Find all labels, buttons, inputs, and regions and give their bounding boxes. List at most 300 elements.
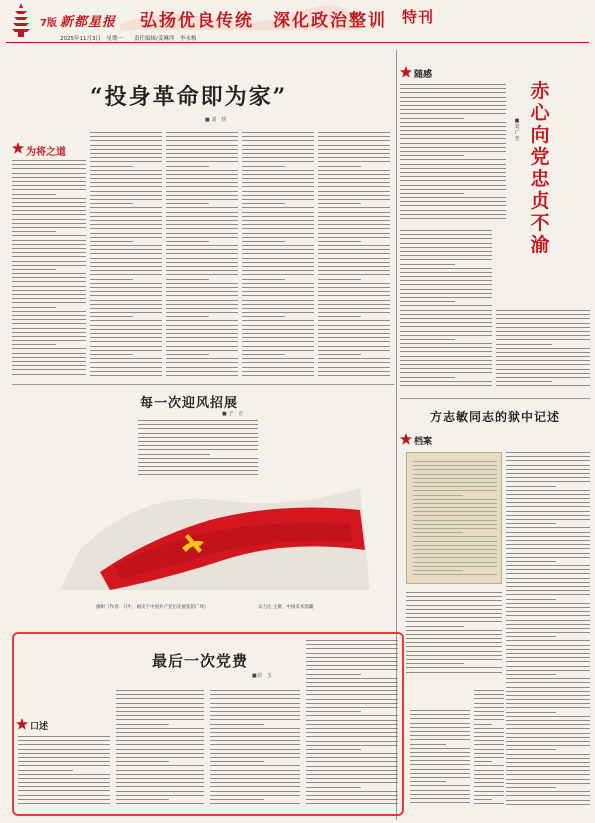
- text-line: [166, 320, 238, 321]
- text-line: [413, 515, 497, 516]
- text-line: [242, 312, 314, 313]
- text-line: [12, 344, 56, 345]
- text-line: [18, 753, 110, 754]
- text-line: [242, 325, 314, 326]
- text-line: [318, 320, 390, 321]
- text-line: [400, 214, 506, 215]
- text-line: [242, 304, 314, 305]
- text-line: [210, 694, 300, 695]
- text-line: [318, 178, 390, 179]
- text-line: [90, 220, 162, 221]
- text-line: [90, 300, 162, 301]
- text-line: [496, 369, 590, 370]
- text-line: [138, 428, 258, 429]
- text-line: [318, 182, 390, 183]
- text-line: [506, 569, 590, 570]
- text-line: [400, 143, 506, 144]
- text-line: [116, 799, 169, 800]
- text-line: [406, 592, 502, 593]
- text-line: [413, 520, 497, 521]
- text-line: [242, 216, 314, 217]
- text-line: [242, 316, 285, 317]
- text-line: [306, 661, 398, 662]
- text-line: [410, 769, 470, 770]
- text-line: [242, 354, 285, 355]
- text-line: [242, 295, 314, 296]
- text-line: [90, 170, 162, 171]
- text-line: [116, 711, 204, 712]
- text-line: [506, 548, 590, 549]
- text-line: [400, 264, 455, 265]
- text-line: [12, 311, 86, 312]
- text-line: [318, 249, 390, 250]
- side-text-mid-1: [400, 230, 492, 390]
- text-line: [166, 341, 238, 342]
- text-line: [166, 362, 238, 363]
- text-line: [210, 690, 300, 691]
- text-line: [116, 782, 204, 783]
- text-line: [166, 191, 238, 192]
- text-line: [318, 258, 390, 259]
- text-line: [242, 166, 285, 167]
- text-line: [166, 274, 238, 275]
- text-line: [506, 758, 590, 759]
- manuscript-writing: [413, 461, 497, 579]
- text-line: [410, 777, 470, 778]
- text-line: [506, 687, 590, 688]
- text-line: [400, 92, 506, 93]
- text-line: [400, 356, 492, 357]
- text-line: [12, 206, 86, 207]
- text-line: [90, 140, 162, 141]
- text-line: [138, 454, 210, 455]
- party-flag-image: [60, 480, 370, 590]
- text-line: [506, 620, 590, 621]
- text-line: [12, 374, 86, 375]
- text-line: [400, 360, 492, 361]
- text-line: [210, 803, 300, 804]
- text-line: [506, 804, 590, 805]
- text-line: [506, 707, 590, 708]
- text-line: [413, 566, 497, 567]
- text-line: [318, 253, 390, 254]
- text-line: [116, 803, 204, 804]
- text-line: [410, 785, 470, 786]
- text-line: [242, 270, 314, 271]
- masthead: [0, 0, 595, 40]
- text-line: [138, 462, 258, 463]
- text-line: [12, 223, 86, 224]
- text-line: [12, 244, 86, 245]
- text-line: [400, 385, 492, 386]
- text-line: [12, 240, 86, 241]
- text-line: [406, 626, 464, 627]
- text-line: [116, 707, 204, 708]
- text-line: [242, 178, 314, 179]
- text-line: [242, 157, 314, 158]
- text-line: [166, 249, 238, 250]
- text-line: [306, 753, 398, 754]
- text-line: [410, 802, 470, 803]
- text-line: [210, 786, 300, 787]
- text-line: [12, 332, 86, 333]
- text-line: [474, 724, 492, 725]
- text-line: [18, 761, 110, 762]
- text-line: [210, 703, 300, 704]
- text-line: [318, 295, 390, 296]
- text-line: [506, 465, 590, 466]
- text-line: [318, 262, 390, 263]
- last-text-col-1: [18, 736, 110, 810]
- text-line: [306, 648, 398, 649]
- text-line: [318, 212, 390, 213]
- text-line: [242, 253, 314, 254]
- text-line: [413, 478, 497, 479]
- main-text-col-4: [242, 132, 314, 380]
- text-line: [166, 140, 238, 141]
- fang-rule: [400, 398, 590, 399]
- text-line: [90, 145, 162, 146]
- text-line: [90, 186, 162, 187]
- page-number: 7版: [40, 18, 57, 29]
- text-line: [166, 212, 238, 213]
- text-line: [12, 189, 86, 190]
- text-line: [318, 346, 390, 347]
- text-line: [166, 262, 238, 263]
- text-line: [406, 600, 502, 601]
- text-line: [506, 749, 556, 750]
- text-line: [318, 266, 390, 267]
- text-line: [318, 304, 390, 305]
- poem-title: 每一次迎风招展: [140, 396, 239, 411]
- text-line: [406, 634, 502, 635]
- text-line: [242, 182, 314, 183]
- text-line: [400, 164, 506, 165]
- text-line: [400, 205, 506, 206]
- text-line: [166, 329, 238, 330]
- text-line: [242, 224, 314, 225]
- text-line: [400, 189, 506, 190]
- text-line: [413, 549, 497, 550]
- text-line: [242, 283, 314, 284]
- text-line: [242, 220, 314, 221]
- text-line: [90, 337, 162, 338]
- text-line: [318, 341, 390, 342]
- text-line: [318, 371, 390, 372]
- text-line: [242, 161, 314, 162]
- text-line: [242, 262, 314, 263]
- text-line: [400, 255, 492, 256]
- text-line: [306, 787, 361, 788]
- text-line: [90, 270, 162, 271]
- text-line: [166, 224, 238, 225]
- text-line: [474, 795, 504, 796]
- text-line: [166, 157, 238, 158]
- text-line: [400, 113, 506, 114]
- text-line: [474, 736, 504, 737]
- text-line: [90, 224, 162, 225]
- text-line: [166, 220, 238, 221]
- text-line: [116, 774, 204, 775]
- text-line: [506, 603, 590, 604]
- star-icon: [16, 718, 28, 730]
- text-line: [90, 371, 162, 372]
- text-line: [306, 665, 398, 666]
- masthead-rule: [6, 42, 589, 43]
- text-line: [166, 291, 238, 292]
- text-line: [116, 791, 204, 792]
- text-line: [410, 760, 470, 761]
- text-line: [166, 316, 209, 317]
- text-line: [12, 357, 86, 358]
- text-line: [318, 300, 390, 301]
- text-line: [306, 791, 398, 792]
- text-line: [166, 170, 238, 171]
- text-line: [410, 794, 470, 795]
- text-line: [318, 199, 390, 200]
- text-line: [12, 173, 86, 174]
- text-line: [413, 532, 463, 533]
- vertical-title-text: 赤心向党 忠贞不渝: [530, 80, 569, 256]
- text-line: [90, 350, 162, 351]
- text-line: [474, 703, 504, 704]
- text-line: [474, 753, 504, 754]
- text-line: [210, 707, 300, 708]
- text-line: [166, 295, 238, 296]
- text-line: [90, 157, 162, 158]
- text-line: [210, 715, 300, 716]
- text-line: [306, 724, 398, 725]
- text-line: [496, 381, 552, 382]
- text-line: [242, 258, 314, 259]
- text-line: [12, 235, 86, 236]
- text-line: [400, 331, 492, 332]
- text-line: [12, 336, 86, 337]
- fang-text-col-1: [406, 592, 502, 680]
- text-line: [166, 199, 238, 200]
- text-line: [400, 339, 455, 340]
- text-line: [18, 786, 110, 787]
- photo-credit: 吴力达 主摄，中国美术馆藏: [258, 605, 314, 610]
- text-line: [242, 212, 314, 213]
- text-line: [166, 174, 238, 175]
- text-line: [166, 333, 238, 334]
- text-line: [400, 276, 492, 277]
- text-line: [413, 562, 497, 563]
- text-line: [166, 337, 238, 338]
- text-line: [306, 720, 398, 721]
- text-line: [166, 216, 238, 217]
- text-line: [90, 304, 162, 305]
- text-line: [210, 778, 300, 779]
- text-line: [400, 88, 506, 89]
- text-line: [410, 781, 446, 782]
- text-line: [242, 228, 314, 229]
- text-line: [413, 570, 463, 571]
- text-line: [242, 341, 314, 342]
- text-line: [306, 761, 398, 762]
- text-line: [413, 474, 497, 475]
- text-line: [18, 757, 110, 758]
- text-line: [166, 149, 238, 150]
- text-line: [318, 224, 390, 225]
- main-text-col-2: [90, 132, 162, 380]
- text-line: [306, 653, 398, 654]
- text-line: [166, 367, 238, 368]
- section-label-main: 为将之道: [26, 147, 66, 158]
- text-line: [506, 653, 590, 654]
- text-line: [506, 527, 590, 528]
- text-line: [318, 153, 390, 154]
- text-line: [506, 770, 590, 771]
- text-line: [400, 305, 492, 306]
- text-line: [166, 195, 238, 196]
- text-line: [12, 160, 86, 161]
- text-line: [210, 782, 300, 783]
- text-line: [210, 740, 300, 741]
- text-line: [242, 375, 314, 376]
- text-line: [406, 613, 502, 614]
- text-line: [166, 153, 238, 154]
- text-line: [410, 744, 446, 745]
- last-text-col-4: [306, 640, 398, 810]
- text-line: [306, 799, 398, 800]
- text-line: [406, 605, 502, 606]
- text-line: [406, 609, 502, 610]
- text-line: [242, 145, 314, 146]
- text-line: [406, 659, 502, 660]
- text-line: [413, 545, 497, 546]
- text-line: [242, 174, 314, 175]
- text-line: [166, 300, 238, 301]
- text-line: [400, 230, 492, 231]
- text-line: [506, 557, 590, 558]
- text-line: [306, 711, 361, 712]
- text-line: [474, 690, 504, 691]
- text-line: [210, 795, 300, 796]
- text-line: [166, 203, 209, 204]
- text-line: [406, 655, 502, 656]
- text-line: [400, 185, 506, 186]
- text-line: [400, 314, 492, 315]
- text-line: [318, 170, 390, 171]
- text-line: [474, 761, 492, 762]
- text-line: [12, 273, 86, 274]
- text-line: [306, 715, 398, 716]
- text-line: [166, 245, 238, 246]
- text-line: [210, 749, 300, 750]
- text-line: [166, 350, 238, 351]
- text-line: [12, 252, 86, 253]
- text-line: [318, 145, 390, 146]
- text-line: [12, 181, 86, 182]
- text-line: [242, 249, 314, 250]
- text-line: [496, 360, 590, 361]
- text-line: [506, 628, 590, 629]
- text-line: [318, 308, 390, 309]
- text-line: [166, 375, 238, 376]
- text-line: [318, 186, 390, 187]
- text-line: [306, 736, 398, 737]
- text-line: [90, 341, 162, 342]
- text-line: [400, 151, 506, 152]
- text-line: [116, 770, 204, 771]
- text-line: [474, 694, 504, 695]
- text-line: [474, 698, 504, 699]
- main-text-col-3: [166, 132, 238, 380]
- text-line: [242, 207, 314, 208]
- text-line: [400, 201, 506, 202]
- manuscript-photo: [406, 452, 502, 584]
- text-line: [506, 565, 590, 566]
- text-line: [400, 101, 506, 102]
- text-line: [90, 367, 162, 368]
- text-line: [406, 617, 502, 618]
- text-line: [506, 787, 556, 788]
- text-line: [506, 649, 590, 650]
- text-line: [413, 482, 497, 483]
- text-line: [318, 237, 390, 238]
- text-line: [506, 779, 590, 780]
- text-line: [506, 611, 590, 612]
- text-line: [306, 803, 398, 804]
- text-line: [90, 283, 162, 284]
- text-line: [306, 795, 398, 796]
- text-line: [400, 347, 492, 348]
- text-line: [318, 312, 390, 313]
- text-line: [90, 362, 162, 363]
- text-line: [318, 358, 390, 359]
- text-line: [166, 283, 238, 284]
- text-line: [496, 314, 590, 315]
- text-line: [306, 678, 398, 679]
- text-line: [210, 711, 300, 712]
- text-line: [90, 358, 162, 359]
- text-line: [506, 774, 590, 775]
- text-line: [242, 291, 314, 292]
- text-line: [413, 461, 497, 462]
- text-line: [410, 748, 470, 749]
- text-line: [318, 149, 390, 150]
- text-line: [306, 682, 398, 683]
- text-line: [496, 364, 590, 365]
- text-line: [506, 691, 590, 692]
- text-line: [306, 766, 398, 767]
- text-line: [90, 195, 162, 196]
- text-line: [400, 268, 492, 269]
- text-line: [506, 754, 590, 755]
- text-line: [400, 368, 492, 369]
- text-line: [318, 191, 390, 192]
- text-line: [400, 180, 506, 181]
- text-line: [90, 320, 162, 321]
- text-line: [400, 118, 464, 119]
- text-line: [406, 638, 502, 639]
- text-line: [406, 646, 502, 647]
- text-line: [506, 636, 556, 637]
- text-line: [318, 316, 361, 317]
- text-line: [406, 667, 502, 668]
- text-line: [12, 198, 86, 199]
- text-line: [90, 308, 162, 309]
- text-line: [306, 757, 398, 758]
- vertical-author: ■刘广奎: [514, 118, 520, 142]
- text-line: [90, 279, 133, 280]
- text-line: [210, 698, 300, 699]
- text-line: [90, 346, 162, 347]
- text-line: [506, 716, 590, 717]
- text-line: [496, 310, 590, 311]
